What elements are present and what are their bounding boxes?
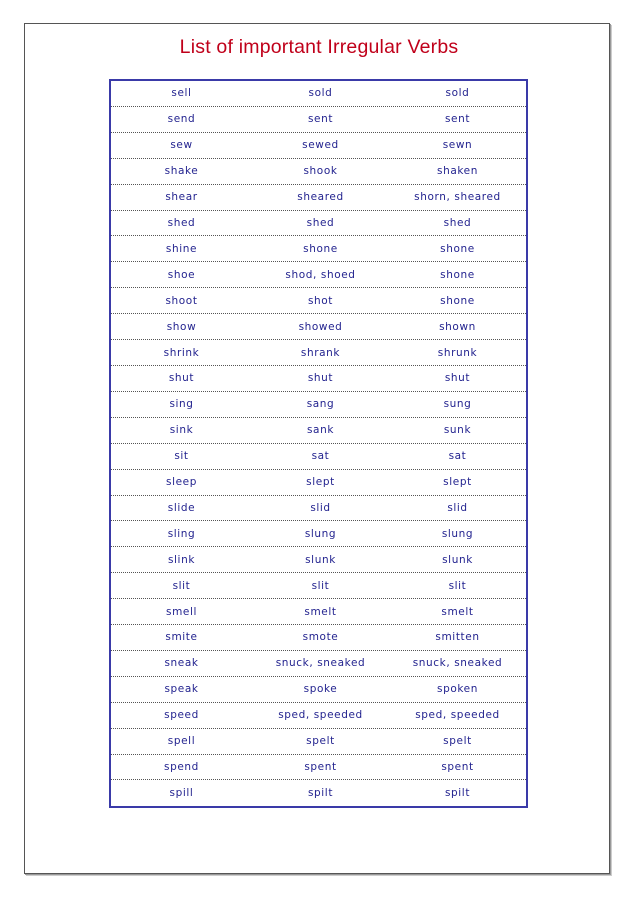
past-simple-cell: shrank — [300, 346, 341, 359]
past-simple-cell: smelt — [304, 605, 337, 618]
past-participle-cell: sung — [443, 398, 472, 411]
table-row — [111, 651, 526, 677]
past-participle-cell: slunk — [442, 553, 473, 566]
past-participle-cell: spelt — [443, 735, 472, 748]
base-form-cell: speak — [164, 683, 199, 696]
base-form-cell: sit — [174, 450, 189, 463]
past-simple-cell: slept — [306, 476, 335, 489]
table-row — [111, 780, 526, 806]
past-participle-cell: slept — [443, 476, 472, 489]
past-simple-cell: shut — [307, 372, 334, 385]
table-row — [111, 236, 526, 262]
table-row — [111, 703, 526, 729]
table-row — [111, 288, 526, 314]
table-row — [111, 729, 526, 755]
base-form-cell: sleep — [166, 476, 197, 489]
table-row — [111, 521, 526, 547]
past-simple-cell: shook — [303, 165, 338, 178]
base-form-cell: shoe — [167, 268, 196, 281]
past-simple-cell: spoke — [303, 683, 338, 696]
table-row — [111, 314, 526, 340]
base-form-cell: slink — [167, 553, 196, 566]
past-participle-cell: shed — [443, 216, 472, 229]
table-row — [111, 211, 526, 237]
past-simple-cell: shed — [306, 216, 335, 229]
past-simple-cell: spelt — [306, 735, 335, 748]
table-row — [111, 444, 526, 470]
base-form-cell: sing — [169, 398, 194, 411]
past-participle-cell: slung — [441, 527, 474, 540]
base-form-cell: spell — [167, 735, 196, 748]
past-participle-cell: spent — [441, 761, 474, 774]
table-row — [111, 340, 526, 366]
table-row — [111, 625, 526, 651]
past-simple-cell: snuck, sneaked — [275, 657, 366, 670]
past-participle-cell: shown — [439, 320, 476, 333]
past-simple-cell: slunk — [305, 553, 336, 566]
past-simple-cell: spilt — [307, 787, 334, 800]
past-participle-cell: shut — [444, 372, 471, 385]
table-row — [111, 133, 526, 159]
past-simple-cell: sank — [306, 424, 335, 437]
base-form-cell: shake — [164, 165, 199, 178]
base-form-cell: shrink — [163, 346, 200, 359]
base-form-cell: shoot — [165, 294, 198, 307]
base-form-cell: spend — [164, 761, 199, 774]
past-participle-cell: smitten — [435, 631, 480, 644]
past-participle-cell: sat — [448, 450, 467, 463]
base-form-cell: spill — [169, 787, 194, 800]
base-form-cell: sell — [171, 87, 192, 100]
past-simple-cell: sold — [308, 87, 333, 100]
past-participle-cell: shaken — [437, 165, 478, 178]
table-row — [111, 366, 526, 392]
table-row — [111, 418, 526, 444]
verb-table — [109, 79, 528, 808]
past-participle-cell: shorn, sheared — [414, 191, 501, 204]
base-form-cell: slit — [172, 579, 191, 592]
past-simple-cell: sheared — [297, 191, 344, 204]
past-participle-cell: sent — [444, 113, 471, 126]
past-participle-cell: sold — [445, 87, 470, 100]
past-simple-cell: smote — [302, 631, 339, 644]
past-participle-cell: sunk — [443, 424, 472, 437]
base-form-cell: sew — [170, 139, 193, 152]
base-form-cell: sling — [167, 527, 196, 540]
base-form-cell: smell — [166, 605, 197, 618]
past-participle-cell: snuck, sneaked — [412, 657, 503, 670]
table-row — [111, 547, 526, 573]
table-row — [111, 185, 526, 211]
past-participle-cell: shone — [440, 294, 475, 307]
base-form-cell: show — [166, 320, 197, 333]
base-form-cell: shear — [165, 191, 198, 204]
past-participle-cell: smelt — [441, 605, 474, 618]
past-simple-cell: sewed — [302, 139, 339, 152]
past-simple-cell: shod, shoed — [285, 268, 356, 281]
past-participle-cell: shrunk — [437, 346, 478, 359]
table-row — [111, 159, 526, 185]
table-row — [111, 573, 526, 599]
base-form-cell: shine — [165, 242, 198, 255]
table-row — [111, 599, 526, 625]
base-form-cell: sink — [169, 424, 194, 437]
base-form-cell: smite — [165, 631, 198, 644]
base-form-cell: sneak — [164, 657, 199, 670]
past-simple-cell: slung — [304, 527, 337, 540]
table-row — [111, 677, 526, 703]
base-form-cell: send — [167, 113, 196, 126]
past-participle-cell: slid — [447, 501, 468, 514]
past-simple-cell: showed — [298, 320, 343, 333]
past-simple-cell: sat — [311, 450, 330, 463]
past-participle-cell: spoken — [437, 683, 478, 696]
past-simple-cell: sent — [307, 113, 334, 126]
past-simple-cell: slit — [311, 579, 330, 592]
past-participle-cell: shone — [440, 242, 475, 255]
past-participle-cell: shone — [440, 268, 475, 281]
past-participle-cell: sewn — [442, 139, 473, 152]
table-row — [111, 262, 526, 288]
table-row — [111, 496, 526, 522]
page-title: List of important Irregular Verbs — [179, 36, 459, 58]
base-form-cell: shed — [167, 216, 196, 229]
past-simple-cell: sang — [306, 398, 335, 411]
base-form-cell: speed — [164, 709, 199, 722]
base-form-cell: shut — [168, 372, 195, 385]
past-simple-cell: sped, speeded — [278, 709, 363, 722]
past-simple-cell: shot — [307, 294, 334, 307]
table-row — [111, 470, 526, 496]
past-simple-cell: slid — [310, 501, 331, 514]
past-participle-cell: sped, speeded — [415, 709, 500, 722]
base-form-cell: slide — [167, 501, 196, 514]
past-simple-cell: shone — [303, 242, 338, 255]
table-row — [111, 392, 526, 418]
table-row — [111, 81, 526, 107]
past-participle-cell: spilt — [444, 787, 471, 800]
table-row — [111, 107, 526, 133]
table-row — [111, 755, 526, 781]
past-participle-cell: slit — [448, 579, 467, 592]
past-simple-cell: spent — [304, 761, 337, 774]
